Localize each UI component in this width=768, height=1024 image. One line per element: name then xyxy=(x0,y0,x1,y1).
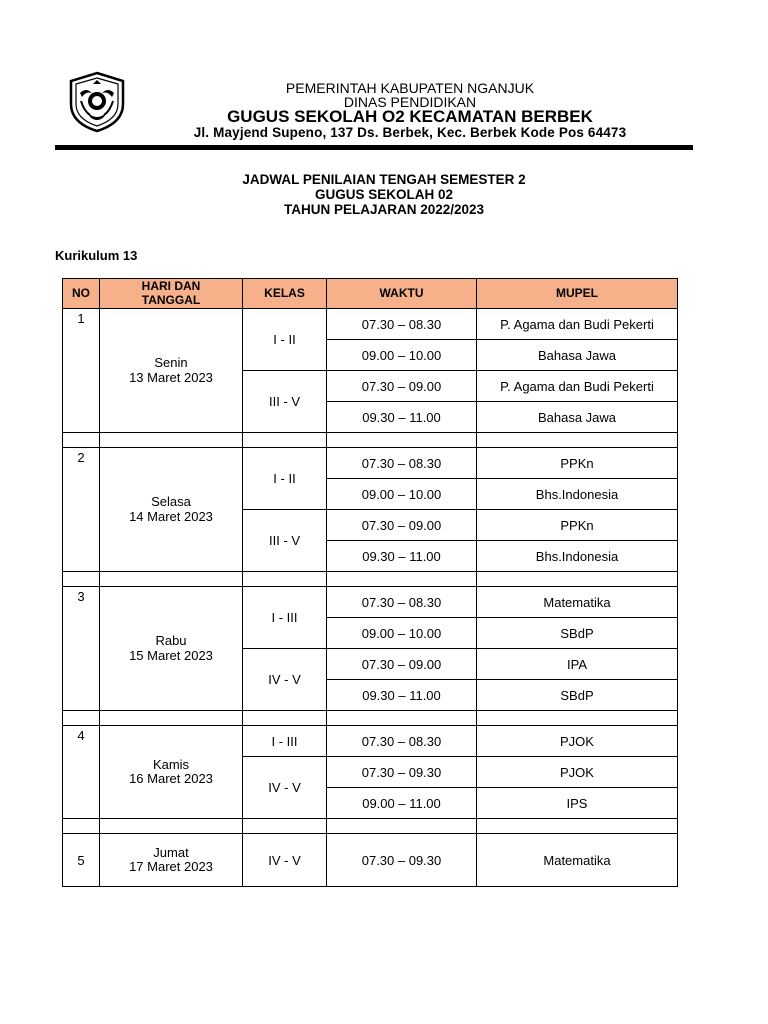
class-cell: III - V xyxy=(243,510,327,572)
spacer-row xyxy=(63,433,678,448)
regency-emblem-logo xyxy=(66,71,128,133)
time-cell: 07.30 – 09.30 xyxy=(327,757,477,788)
document-academic-year: TAHUN PELAJARAN 2022/2023 xyxy=(283,202,485,217)
day-number: 4 xyxy=(63,726,100,819)
spacer-row xyxy=(63,572,678,587)
subject-cell: IPA xyxy=(477,649,678,680)
subject-cell: Matematika xyxy=(477,587,678,618)
day-number: 1 xyxy=(63,309,100,433)
subject-cell: IPS xyxy=(477,788,678,819)
class-cell: I - III xyxy=(243,587,327,649)
spacer-row xyxy=(63,711,678,726)
time-cell: 09.00 – 10.00 xyxy=(327,618,477,649)
time-cell: 09.30 – 11.00 xyxy=(327,402,477,433)
time-cell: 07.30 – 08.30 xyxy=(327,726,477,757)
class-cell: IV - V xyxy=(243,649,327,711)
subject-cell: PJOK xyxy=(477,757,678,788)
column-header-day-date: HARI DAN TANGGAL xyxy=(100,279,243,309)
header-school-cluster-line: GUGUS SEKOLAH O2 KECAMATAN BERBEK xyxy=(227,107,593,126)
time-cell: 07.30 – 08.30 xyxy=(327,309,477,340)
subject-cell: Bhs.Indonesia xyxy=(477,541,678,572)
subject-cell: P. Agama dan Budi Pekerti xyxy=(477,371,678,402)
subject-cell: PJOK xyxy=(477,726,678,757)
curriculum-label: Kurikulum 13 xyxy=(55,248,138,263)
day-date-cell: Senin 13 Maret 2023 xyxy=(100,309,243,433)
subject-cell: PPKn xyxy=(477,448,678,479)
class-cell: I - II xyxy=(243,448,327,510)
column-header-time: WAKTU xyxy=(327,279,477,309)
time-cell: 09.30 – 11.00 xyxy=(327,680,477,711)
table-row xyxy=(63,448,678,479)
time-cell: 07.30 – 08.30 xyxy=(327,587,477,618)
day-date-cell: Kamis 16 Maret 2023 xyxy=(100,726,243,819)
document-title: JADWAL PENILAIAN TENGAH SEMESTER 2 xyxy=(242,172,526,187)
class-cell: IV - V xyxy=(243,757,327,819)
day-date-cell: Jumat 17 Maret 2023 xyxy=(100,834,243,887)
time-cell: 07.30 – 09.00 xyxy=(327,510,477,541)
day-number: 5 xyxy=(63,834,100,887)
class-cell: IV - V xyxy=(243,834,327,887)
subject-cell: Bhs.Indonesia xyxy=(477,479,678,510)
time-cell: 07.30 – 09.00 xyxy=(327,649,477,680)
exam-schedule-table xyxy=(62,278,678,887)
column-header-no: NO xyxy=(63,279,100,309)
time-cell: 09.00 – 10.00 xyxy=(327,479,477,510)
header-government-line: PEMERINTAH KABUPATEN NGANJUK xyxy=(285,80,535,96)
day-number: 2 xyxy=(63,448,100,572)
table-row xyxy=(63,587,678,618)
table-row xyxy=(63,834,678,887)
time-cell: 07.30 – 09.00 xyxy=(327,371,477,402)
subject-cell: PPKn xyxy=(477,510,678,541)
time-cell: 09.00 – 11.00 xyxy=(327,788,477,819)
table-header-row xyxy=(63,279,678,309)
day-date-cell: Rabu 15 Maret 2023 xyxy=(100,587,243,711)
time-cell: 09.00 – 10.00 xyxy=(327,340,477,371)
document-subtitle: GUGUS SEKOLAH 02 xyxy=(314,187,454,202)
column-header-subject: MUPEL xyxy=(477,279,678,309)
subject-cell: Bahasa Jawa xyxy=(477,402,678,433)
time-cell: 07.30 – 09.30 xyxy=(327,834,477,887)
table-row xyxy=(63,726,678,757)
subject-cell: Matematika xyxy=(477,834,678,887)
header-department-line: DINAS PENDIDIKAN xyxy=(343,94,477,110)
time-cell: 07.30 – 08.30 xyxy=(327,448,477,479)
header-divider xyxy=(55,145,693,150)
subject-cell: Bahasa Jawa xyxy=(477,340,678,371)
day-date-cell: Selasa 14 Maret 2023 xyxy=(100,448,243,572)
header-address-line: Jl. Mayjend Supeno, 137 Ds. Berbek, Kec. Berbek Kode Pos 64473 xyxy=(193,125,627,140)
subject-cell: P. Agama dan Budi Pekerti xyxy=(477,309,678,340)
class-cell: III - V xyxy=(243,371,327,433)
column-header-class: KELAS xyxy=(243,279,327,309)
spacer-row xyxy=(63,819,678,834)
day-number: 3 xyxy=(63,587,100,711)
class-cell: I - III xyxy=(243,726,327,757)
subject-cell: SBdP xyxy=(477,680,678,711)
table-row xyxy=(63,309,678,340)
class-cell: I - II xyxy=(243,309,327,371)
time-cell: 09.30 – 11.00 xyxy=(327,541,477,572)
subject-cell: SBdP xyxy=(477,618,678,649)
